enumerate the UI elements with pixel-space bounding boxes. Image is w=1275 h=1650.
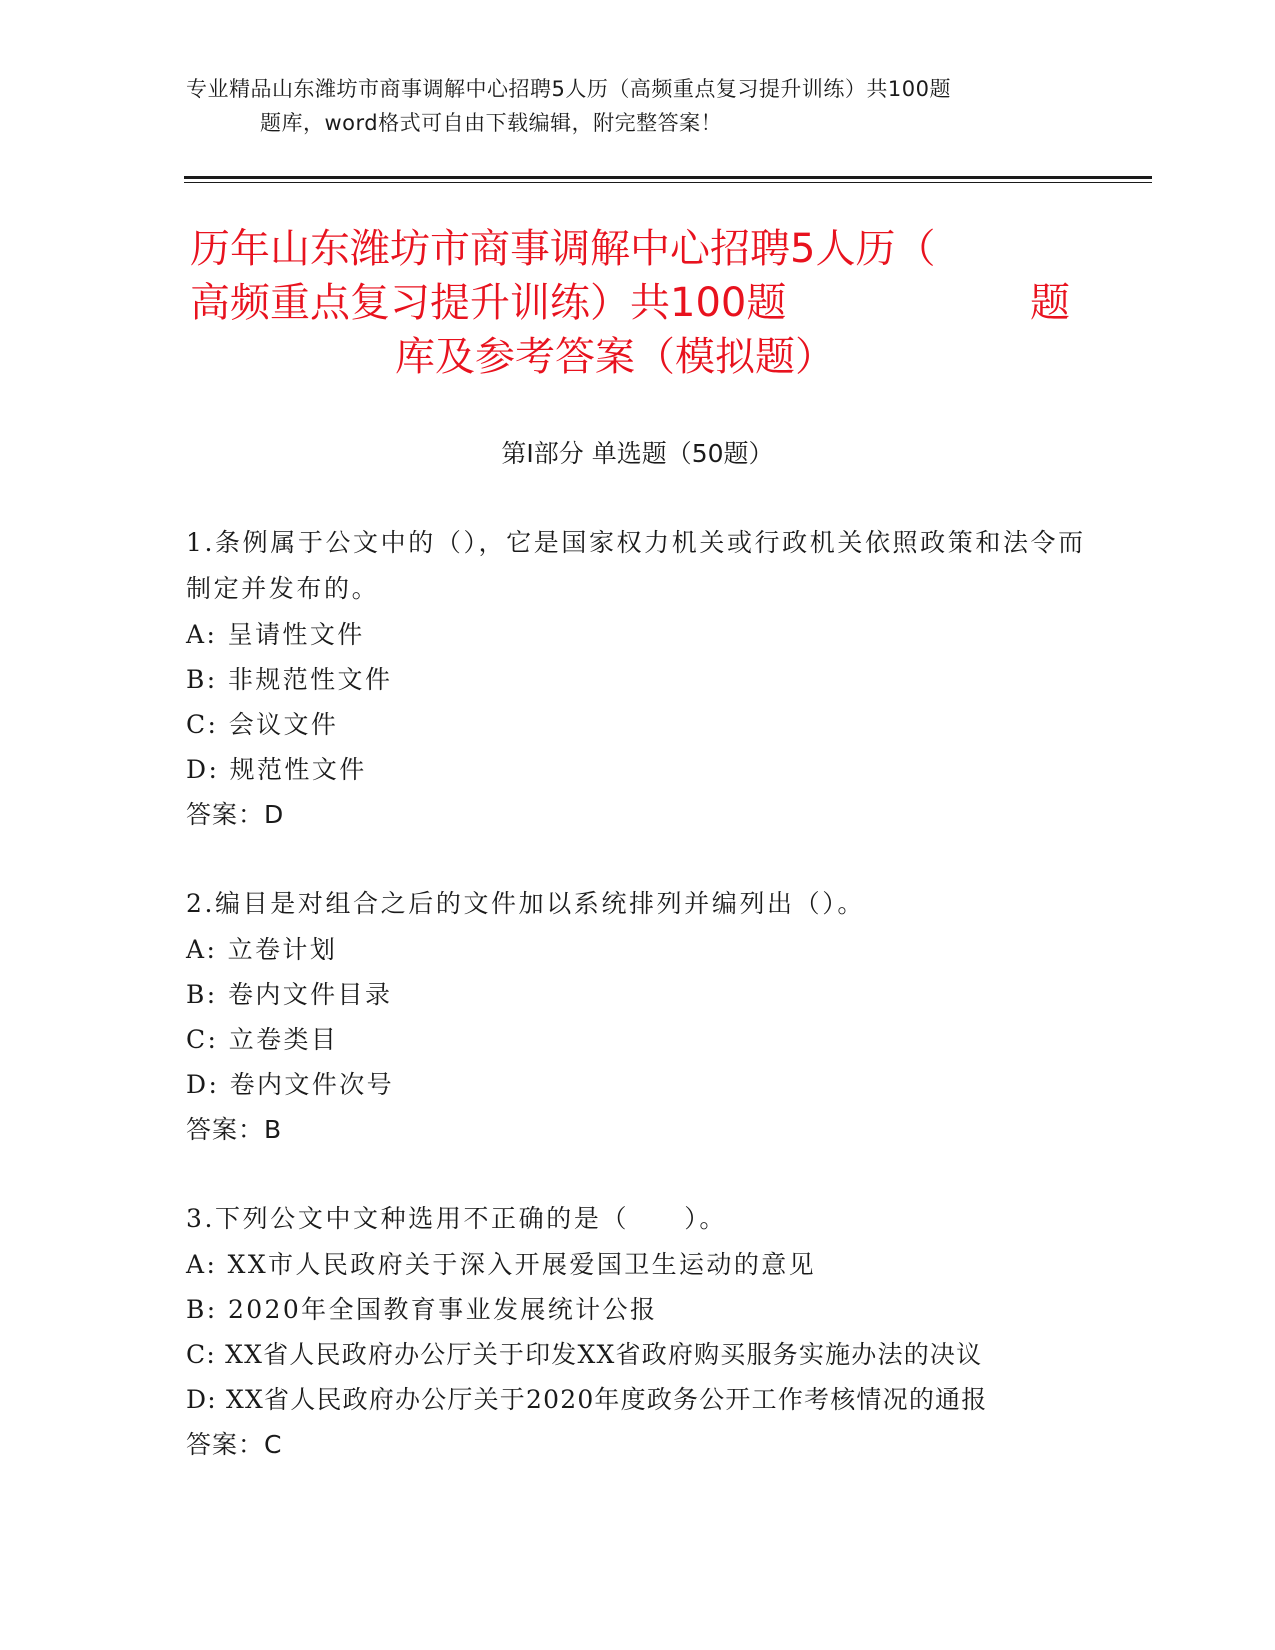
option-a: A: 立卷计划 (186, 935, 338, 964)
document-header (186, 72, 1086, 140)
title-line-2-tail: 题 (1030, 280, 1070, 326)
option-a: A: 呈请性文件 (186, 620, 365, 649)
question-stem: 1.条例属于公文中的（），它是国家权力机关或行政机关依照政策和法令而制定并发布的。 (186, 528, 1086, 603)
question-stem: 3.下列公文中文种选用不正确的是（ ）。 (186, 1204, 727, 1233)
title-line-1: 历年山东潍坊市商事调解中心招聘5人历（ (190, 226, 936, 272)
option-c: C: XX省人民政府办公厅关于印发XX省政府购买服务实施办法的决议 (186, 1340, 983, 1369)
answer: 答案：D (186, 800, 285, 829)
document-title (190, 222, 1070, 384)
title-line-2 (190, 276, 1070, 330)
option-c: C: 会议文件 (186, 710, 339, 739)
question-2 (186, 881, 1086, 1152)
header-divider-thin (184, 182, 1152, 183)
answer: 答案：B (186, 1115, 283, 1144)
question-stem: 2.编目是对组合之后的文件加以系统排列并编列出（）。 (186, 889, 865, 918)
option-b: B: 卷内文件目录 (186, 980, 393, 1009)
option-b: B: 2020年全国教育事业发展统计公报 (186, 1295, 658, 1324)
header-line-1: 专业精品山东潍坊市商事调解中心招聘5人历（高频重点复习提升训练）共100题 (186, 77, 951, 101)
answer: 答案：C (186, 1430, 283, 1459)
section-heading: 第I部分 单选题（50题） (501, 439, 774, 468)
question-3 (186, 1196, 1086, 1467)
question-list (186, 520, 1086, 1511)
header-divider-thick (184, 176, 1152, 179)
option-c: C: 立卷类目 (186, 1025, 339, 1054)
header-line-2: 题库，word格式可自由下载编辑，附完整答案！ (260, 111, 723, 135)
title-line-3: 库及参考答案（模拟题） (395, 334, 835, 380)
option-d: D: 卷内文件次号 (186, 1070, 395, 1099)
option-d: D: XX省人民政府办公厅关于2020年度政务公开工作考核情况的通报 (186, 1385, 988, 1414)
option-b: B: 非规范性文件 (186, 665, 393, 694)
option-d: D: 规范性文件 (186, 755, 367, 784)
title-line-2-main: 高频重点复习提升训练）共100题 (190, 280, 787, 326)
option-a: A: XX市人民政府关于深入开展爱国卫生运动的意见 (186, 1250, 817, 1279)
question-1 (186, 520, 1086, 837)
